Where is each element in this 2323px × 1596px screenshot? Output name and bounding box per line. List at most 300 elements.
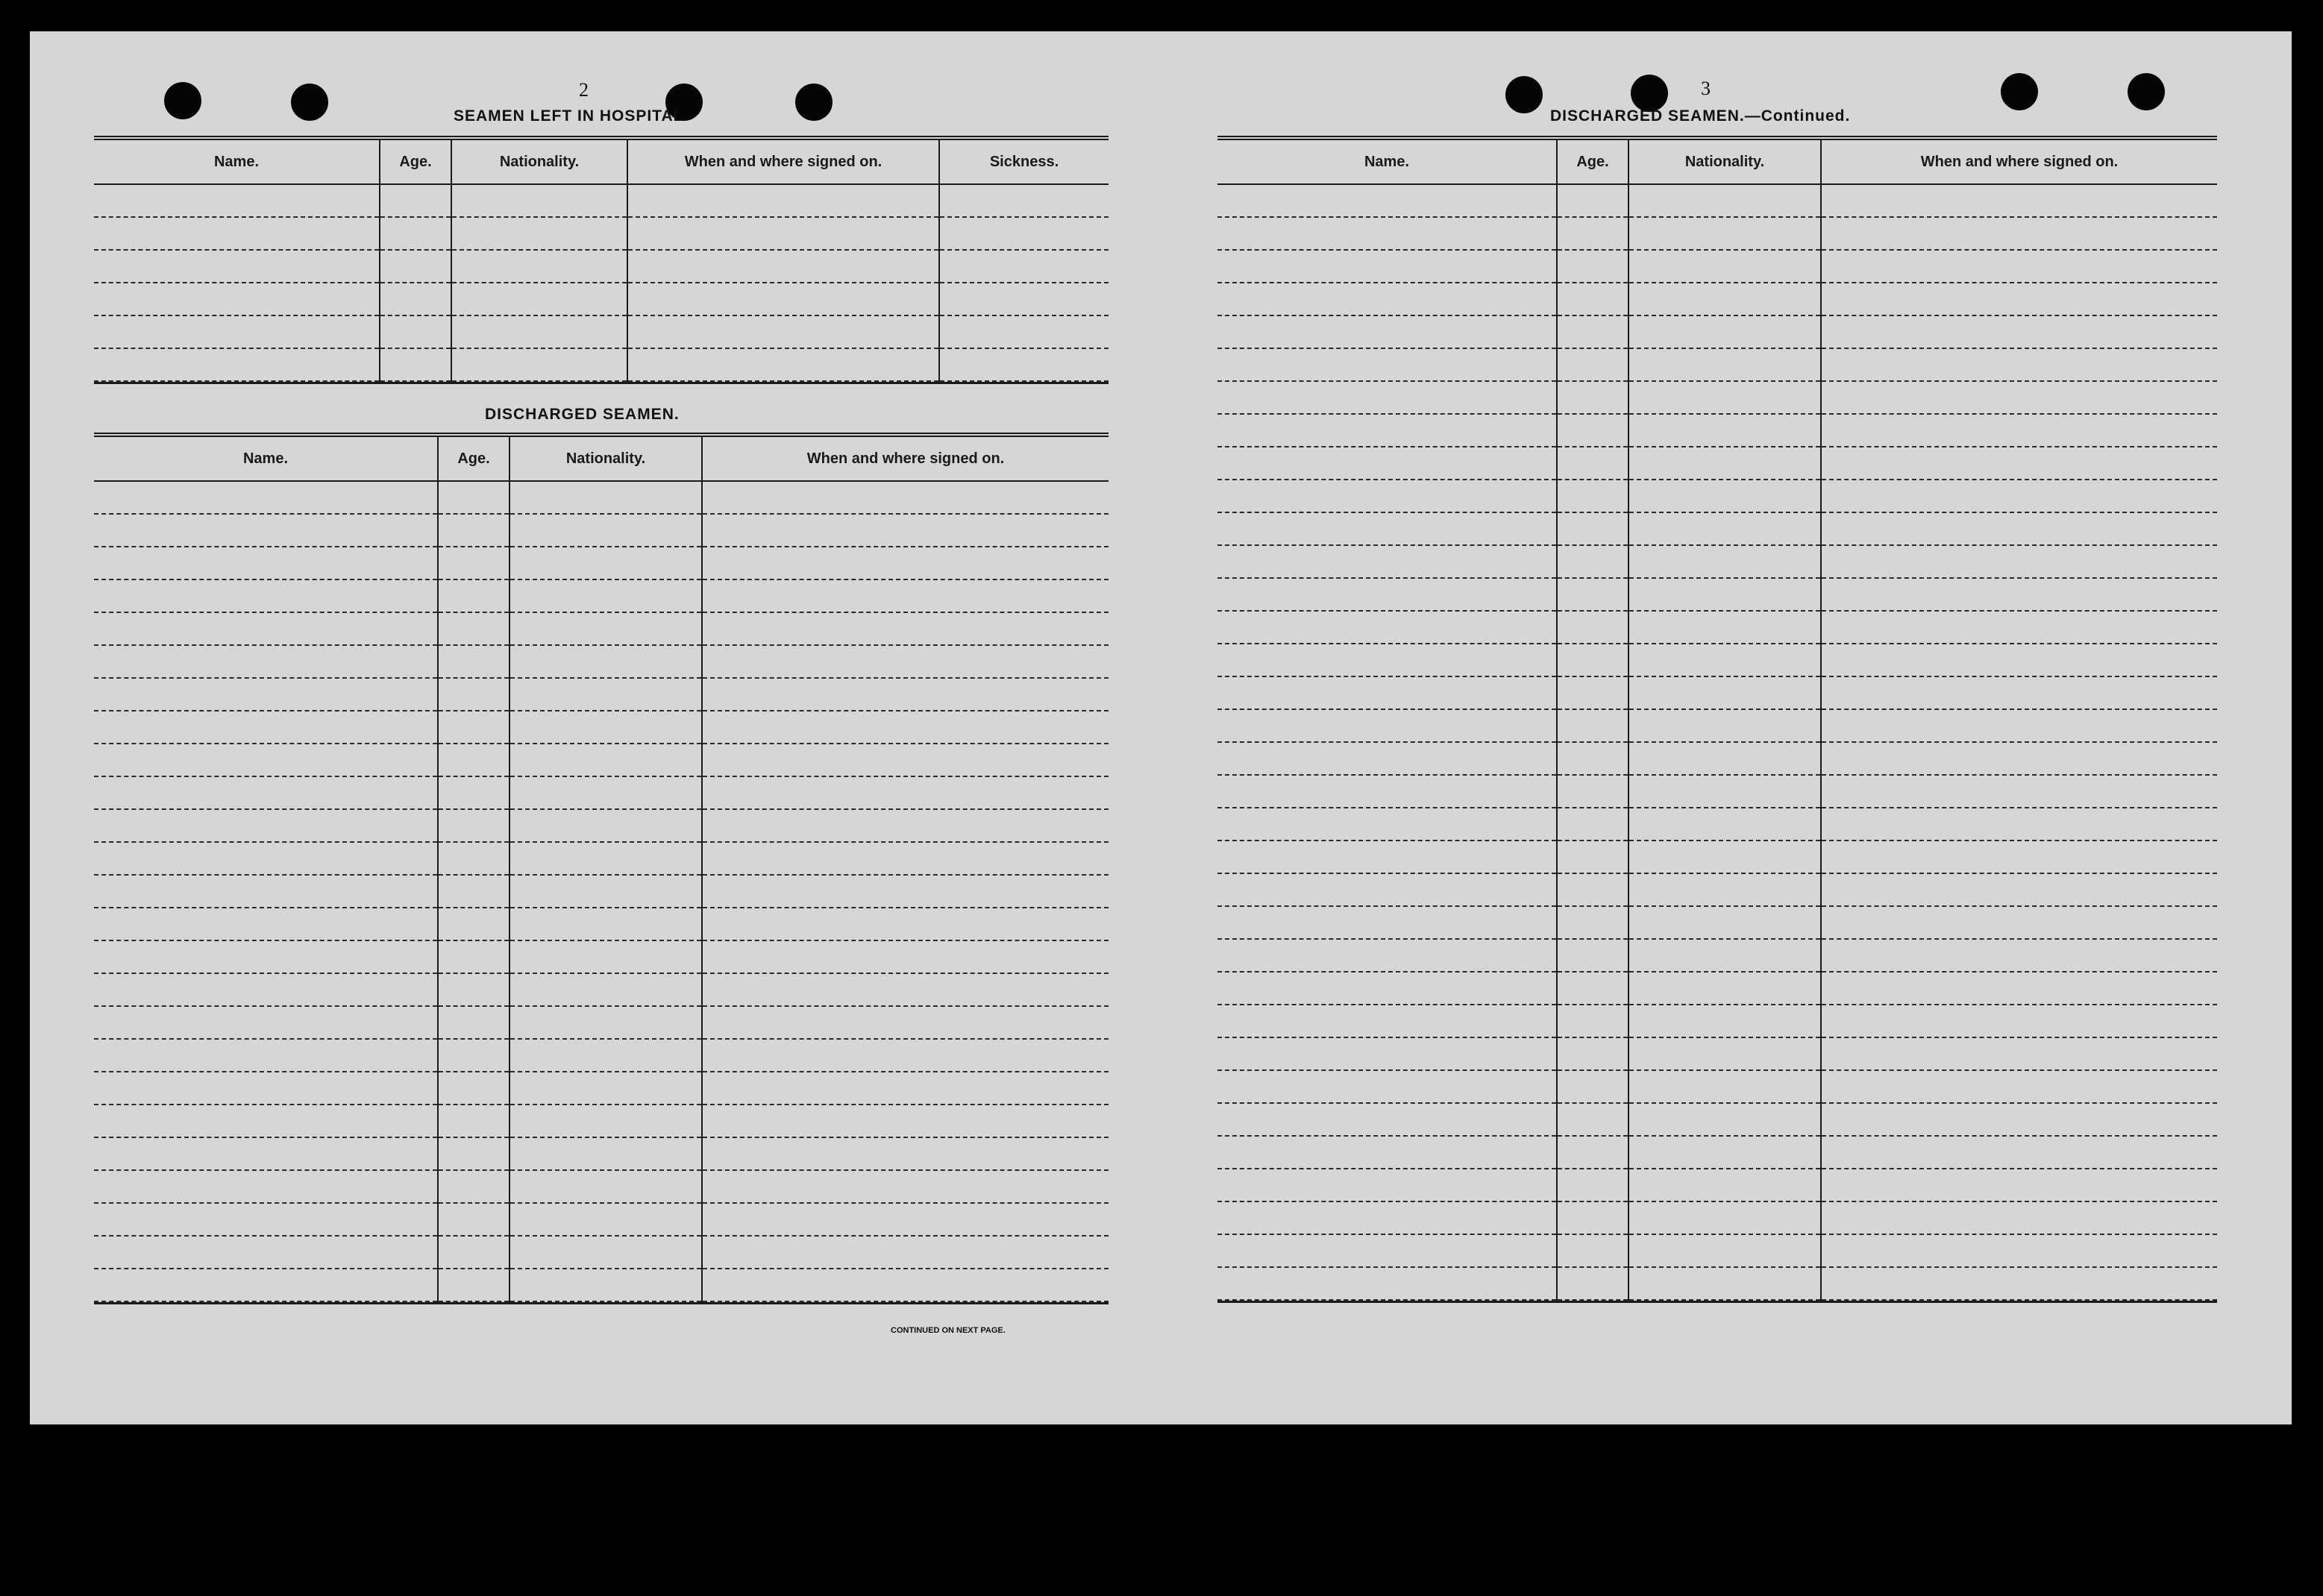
blank-row (1217, 382, 1556, 415)
blank-row (1217, 710, 1556, 743)
blank-row (452, 185, 627, 218)
column-nationality (452, 185, 628, 382)
blank-row (1217, 808, 1556, 841)
column-header-age: Age. (380, 140, 452, 183)
column-header-signed-on: When and where signed on. (628, 140, 940, 183)
blank-row (1629, 907, 1820, 940)
blank-row (1629, 579, 1820, 612)
blank-row (1217, 579, 1556, 612)
blank-row (1558, 1202, 1628, 1235)
column-header-nationality: Nationality. (452, 140, 628, 183)
blank-row (1822, 480, 2217, 513)
blank-row (510, 1040, 701, 1072)
blank-row (1558, 1038, 1628, 1071)
blank-row (510, 876, 701, 908)
blank-row (1629, 940, 1820, 973)
blank-row (703, 646, 1109, 679)
blank-row (703, 744, 1109, 777)
blank-row (510, 908, 701, 941)
blank-row (1217, 644, 1556, 677)
blank-row (1822, 841, 2217, 874)
blank-row (1217, 1038, 1556, 1071)
blank-row (1629, 1268, 1820, 1301)
blank-row (510, 744, 701, 777)
blank-row (439, 876, 509, 908)
blank-row (628, 251, 938, 283)
blank-row (510, 1237, 701, 1269)
blank-row (1629, 546, 1820, 579)
blank-row (439, 547, 509, 580)
column-nationality (1629, 185, 1822, 1301)
blank-row (1822, 218, 2217, 251)
blank-row (1558, 579, 1628, 612)
form-sheet (30, 31, 2292, 1424)
table-body (94, 482, 1109, 1302)
blank-row (510, 1105, 701, 1138)
blank-row (439, 1105, 509, 1138)
blank-row (628, 218, 938, 251)
blank-row (1629, 1005, 1820, 1038)
blank-row (1558, 808, 1628, 841)
blank-row (94, 1204, 437, 1237)
blank-row (380, 283, 451, 316)
blank-row (703, 547, 1109, 580)
blank-row (510, 974, 701, 1007)
blank-row (1629, 1071, 1820, 1104)
blank-row (510, 1138, 701, 1171)
table-header (1217, 140, 2217, 185)
blank-row (1629, 710, 1820, 743)
blank-row (510, 679, 701, 711)
blank-row (1822, 612, 2217, 644)
blank-row (703, 941, 1109, 974)
blank-row (940, 349, 1109, 382)
blank-row (510, 810, 701, 843)
blank-row (380, 251, 451, 283)
table-header (94, 437, 1109, 482)
blank-row (1629, 218, 1820, 251)
blank-row (439, 1269, 509, 1302)
blank-row (1822, 382, 2217, 415)
blank-row (1822, 940, 2217, 973)
blank-row (703, 876, 1109, 908)
blank-row (1558, 1268, 1628, 1301)
blank-row (94, 218, 379, 251)
column-header-age: Age. (439, 437, 510, 480)
blank-row (439, 1138, 509, 1171)
blank-row (1822, 808, 2217, 841)
blank-row (94, 1138, 437, 1171)
blank-row (1822, 1038, 2217, 1071)
blank-row (1558, 546, 1628, 579)
blank-row (703, 1105, 1109, 1138)
blank-row (510, 1171, 701, 1204)
blank-row (1629, 1104, 1820, 1137)
blank-row (1629, 283, 1820, 316)
blank-row (1822, 546, 2217, 579)
blank-row (1558, 283, 1628, 316)
blank-row (703, 679, 1109, 711)
left-page (30, 31, 1149, 1424)
blank-row (439, 810, 509, 843)
blank-row (439, 974, 509, 1007)
blank-row (1217, 841, 1556, 874)
blank-row (1217, 612, 1556, 644)
blank-row (94, 482, 437, 515)
blank-row (380, 349, 451, 382)
blank-row (94, 185, 379, 218)
blank-row (94, 777, 437, 810)
blank-row (1217, 1268, 1556, 1301)
blank-row (510, 843, 701, 876)
blank-row (703, 711, 1109, 744)
blank-row (452, 251, 627, 283)
blank-row (510, 646, 701, 679)
blank-row (703, 908, 1109, 941)
blank-row (940, 218, 1109, 251)
blank-row (703, 1040, 1109, 1072)
blank-row (940, 316, 1109, 349)
blank-row (439, 1072, 509, 1105)
blank-row (1558, 743, 1628, 776)
blank-row (703, 1237, 1109, 1269)
blank-row (1217, 283, 1556, 316)
blank-row (1629, 1038, 1820, 1071)
blank-row (1217, 1235, 1556, 1268)
blank-row (1629, 841, 1820, 874)
blank-row (1629, 447, 1820, 480)
blank-row (1217, 973, 1556, 1005)
blank-row (1822, 1235, 2217, 1268)
column-name (1217, 185, 1558, 1301)
blank-row (1558, 907, 1628, 940)
blank-row (94, 580, 437, 613)
blank-row (439, 1204, 509, 1237)
blank-row (1629, 513, 1820, 546)
blank-row (1217, 1137, 1556, 1169)
blank-row (94, 908, 437, 941)
blank-row (380, 316, 451, 349)
page-number: 3 (1701, 78, 1711, 99)
blank-row (1558, 710, 1628, 743)
blank-row (452, 218, 627, 251)
blank-row (1822, 415, 2217, 447)
blank-row (1558, 513, 1628, 546)
blank-row (1217, 677, 1556, 710)
blank-row (94, 876, 437, 908)
blank-row (380, 218, 451, 251)
column-signed-on (703, 482, 1109, 1302)
blank-row (940, 283, 1109, 316)
blank-row (1558, 1104, 1628, 1137)
blank-row (452, 283, 627, 316)
blank-row (1629, 644, 1820, 677)
blank-row (1558, 1137, 1628, 1169)
blank-row (1558, 480, 1628, 513)
hospital-table (94, 136, 1109, 384)
blank-row (94, 1072, 437, 1105)
blank-row (1217, 349, 1556, 382)
blank-row (703, 777, 1109, 810)
blank-row (1558, 973, 1628, 1005)
blank-row (1629, 973, 1820, 1005)
blank-row (1217, 874, 1556, 907)
blank-row (1558, 316, 1628, 349)
blank-row (439, 482, 509, 515)
blank-row (1558, 612, 1628, 644)
blank-row (1558, 874, 1628, 907)
blank-row (1822, 513, 2217, 546)
blank-row (94, 547, 437, 580)
blank-row (439, 908, 509, 941)
blank-row (1822, 579, 2217, 612)
blank-row (1217, 1104, 1556, 1137)
column-header-signed-on: When and where signed on. (806, 450, 1005, 467)
column-header-age: Age. (1558, 140, 1629, 183)
column-age (380, 185, 452, 382)
blank-row (1629, 185, 1820, 218)
blank-row (703, 1072, 1109, 1105)
blank-row (94, 613, 437, 646)
blank-row (94, 1105, 437, 1138)
blank-row (1822, 743, 2217, 776)
blank-row (1629, 251, 1820, 283)
blank-row (703, 843, 1109, 876)
blank-row (1822, 710, 2217, 743)
blank-row (1629, 316, 1820, 349)
column-nationality (510, 482, 703, 1302)
blank-row (439, 777, 509, 810)
column-header-nationality: Nationality. (1629, 140, 1822, 183)
blank-row (439, 1040, 509, 1072)
blank-row (439, 1171, 509, 1204)
blank-row (1217, 776, 1556, 808)
blank-row (1629, 677, 1820, 710)
column-header-sickness: Sickness. (989, 153, 1059, 170)
blank-row (1822, 316, 2217, 349)
column-signed-on (1822, 185, 2217, 1301)
blank-row (1822, 1005, 2217, 1038)
blank-row (380, 185, 451, 218)
blank-row (1629, 743, 1820, 776)
blank-row (1217, 1169, 1556, 1202)
section-title-hospital: SEAMEN LEFT IN HOSPITAL. (454, 107, 689, 125)
table-header (94, 140, 1109, 185)
blank-row (439, 679, 509, 711)
blank-row (1822, 776, 2217, 808)
blank-row (940, 251, 1109, 283)
blank-row (439, 580, 509, 613)
blank-row (94, 316, 379, 349)
blank-row (1822, 1071, 2217, 1104)
blank-row (1822, 973, 2217, 1005)
blank-row (1217, 218, 1556, 251)
blank-row (628, 349, 938, 382)
blank-row (703, 810, 1109, 843)
blank-row (1822, 1202, 2217, 1235)
blank-row (94, 843, 437, 876)
blank-row (1558, 1235, 1628, 1268)
blank-row (1558, 218, 1628, 251)
column-sickness (940, 185, 1109, 382)
blank-row (1629, 480, 1820, 513)
blank-row (510, 482, 701, 515)
blank-row (94, 679, 437, 711)
blank-row (94, 810, 437, 843)
blank-row (940, 185, 1109, 218)
blank-row (703, 1269, 1109, 1302)
blank-row (94, 283, 379, 316)
blank-row (1558, 940, 1628, 973)
column-age (439, 482, 510, 1302)
column-header-name: Name. (1217, 140, 1558, 183)
blank-row (1558, 415, 1628, 447)
blank-row (1217, 1071, 1556, 1104)
blank-row (94, 515, 437, 547)
blank-row (1629, 349, 1820, 382)
blank-row (1217, 743, 1556, 776)
blank-row (439, 646, 509, 679)
table-body (94, 185, 1109, 382)
blank-row (510, 1204, 701, 1237)
column-name (94, 482, 439, 1302)
blank-row (628, 185, 938, 218)
blank-row (1558, 841, 1628, 874)
blank-row (703, 482, 1109, 515)
blank-row (1558, 1071, 1628, 1104)
blank-row (703, 1204, 1109, 1237)
column-header-name: Name. (94, 437, 439, 480)
blank-row (1822, 349, 2217, 382)
blank-row (1629, 612, 1820, 644)
blank-row (510, 580, 701, 613)
blank-row (510, 515, 701, 547)
page-number: 2 (579, 79, 589, 101)
blank-row (1822, 874, 2217, 907)
column-name (94, 185, 380, 382)
blank-row (510, 941, 701, 974)
blank-row (510, 1269, 701, 1302)
blank-row (1558, 251, 1628, 283)
blank-row (1822, 251, 2217, 283)
blank-row (703, 613, 1109, 646)
blank-row (1629, 1235, 1820, 1268)
blank-row (1217, 251, 1556, 283)
column-age (1558, 185, 1629, 1301)
continued-note: CONTINUED ON NEXT PAGE. (891, 1326, 1006, 1335)
blank-row (452, 349, 627, 382)
blank-row (628, 316, 938, 349)
blank-row (1558, 349, 1628, 382)
blank-row (1629, 415, 1820, 447)
blank-row (1217, 447, 1556, 480)
blank-row (1629, 1169, 1820, 1202)
blank-row (1629, 776, 1820, 808)
blank-row (1822, 447, 2217, 480)
blank-row (1822, 1137, 2217, 1169)
blank-row (452, 316, 627, 349)
blank-row (439, 1237, 509, 1269)
blank-row (1822, 644, 2217, 677)
column-header-nationality: Nationality. (510, 437, 703, 480)
blank-row (1629, 1137, 1820, 1169)
blank-row (439, 711, 509, 744)
blank-row (1217, 480, 1556, 513)
blank-row (703, 1007, 1109, 1040)
blank-row (94, 349, 379, 382)
blank-row (1822, 1104, 2217, 1137)
blank-row (439, 843, 509, 876)
blank-row (1217, 1005, 1556, 1038)
blank-row (510, 1007, 701, 1040)
blank-row (94, 1007, 437, 1040)
blank-row (439, 613, 509, 646)
blank-row (703, 1171, 1109, 1204)
blank-row (94, 744, 437, 777)
blank-row (510, 547, 701, 580)
blank-row (1558, 382, 1628, 415)
blank-row (628, 283, 938, 316)
blank-row (1822, 283, 2217, 316)
blank-row (439, 1007, 509, 1040)
section-title-discharged: DISCHARGED SEAMEN. (485, 406, 680, 423)
blank-row (1558, 447, 1628, 480)
blank-row (1217, 1202, 1556, 1235)
section-title-discharged-continued: DISCHARGED SEAMEN.—Continued. (1550, 107, 1851, 125)
blank-row (1822, 907, 2217, 940)
blank-row (439, 744, 509, 777)
blank-row (1629, 808, 1820, 841)
blank-row (510, 1072, 701, 1105)
blank-row (94, 1237, 437, 1269)
discharged-table (94, 433, 1109, 1304)
blank-row (1217, 185, 1556, 218)
blank-row (510, 777, 701, 810)
blank-row (703, 974, 1109, 1007)
blank-row (94, 251, 379, 283)
blank-row (1629, 874, 1820, 907)
blank-row (94, 646, 437, 679)
blank-row (94, 941, 437, 974)
right-page (1149, 31, 2292, 1424)
blank-row (1822, 1268, 2217, 1301)
blank-row (1217, 546, 1556, 579)
blank-row (94, 1171, 437, 1204)
table-body (1217, 185, 2217, 1301)
blank-row (94, 1040, 437, 1072)
blank-row (94, 974, 437, 1007)
blank-row (1558, 776, 1628, 808)
discharged-continued-table (1217, 136, 2217, 1303)
blank-row (1558, 185, 1628, 218)
blank-row (439, 515, 509, 547)
blank-row (510, 613, 701, 646)
blank-row (1558, 1005, 1628, 1038)
blank-row (510, 711, 701, 744)
blank-row (1217, 513, 1556, 546)
column-header-name: Name. (94, 140, 380, 183)
blank-row (94, 1269, 437, 1302)
blank-row (703, 515, 1109, 547)
blank-row (1217, 940, 1556, 973)
blank-row (703, 580, 1109, 613)
column-signed-on (628, 185, 940, 382)
column-header-signed-on: When and where signed on. (1920, 153, 2119, 170)
blank-row (703, 1138, 1109, 1171)
blank-row (94, 711, 437, 744)
blank-row (1629, 1202, 1820, 1235)
blank-row (1217, 316, 1556, 349)
